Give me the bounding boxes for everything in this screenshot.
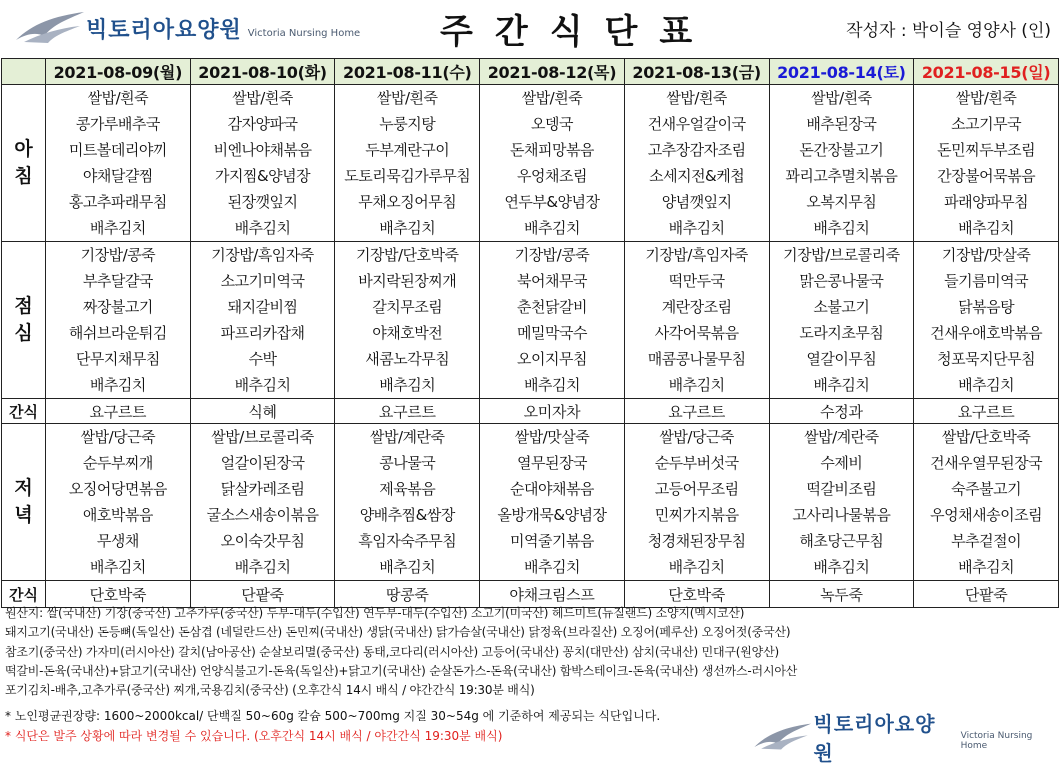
breakfast-label: 아 침 — [2, 85, 46, 242]
dinner-cell-thu — [480, 424, 625, 581]
menu-item: 쌀밥/흰죽 — [666, 89, 727, 107]
menu-item: 배추김치 — [523, 558, 580, 576]
menu-item: 배추김치 — [379, 558, 436, 576]
origin-line: 포기김치-배추,고추가루(중국산) 찌개,국용김치(중국산) (오후간식 14시 배식 / 야간간식 19:30분 배식) — [5, 683, 535, 698]
snack2-label: 간식 — [2, 581, 46, 608]
logo-korean-text: 빅토리아요양원 — [813, 712, 936, 765]
menu-item: 해쉬브라운튀김 — [68, 324, 167, 342]
menu-item: 배추김치 — [813, 376, 870, 394]
menu-item: 단무지채무침 — [75, 350, 160, 368]
snack1-cell-wed: 요구르트 — [335, 399, 480, 424]
snack1-cell-mon: 요구르트 — [46, 399, 191, 424]
breakfast-cell-sat — [769, 85, 914, 242]
menu-item: 순대야채볶음 — [509, 480, 594, 498]
menu-item: 새콤노각무침 — [365, 350, 450, 368]
menu-item: 양념깻잎지 — [661, 193, 732, 211]
menu-item: 오이지무침 — [516, 350, 587, 368]
menu-item: 기장밥/흑임자죽 — [645, 246, 748, 264]
day-header-tue: 2021-08-10(화) — [190, 59, 335, 85]
menu-item: 배추김치 — [379, 376, 436, 394]
menu-item: 청경채된장무침 — [647, 532, 746, 550]
corner-cell — [2, 59, 46, 85]
menu-item: 연두부&양념장 — [504, 193, 600, 211]
menu-item: 콩나물국 — [379, 454, 436, 472]
menu-item: 떡만두국 — [668, 272, 725, 290]
day-header-sat: 2021-08-14(토) — [769, 59, 914, 85]
breakfast-cell-wed — [335, 85, 480, 242]
menu-item: 오이숙갓무침 — [220, 532, 305, 550]
breakfast-cell-mon — [46, 85, 191, 242]
menu-item: 민찌가지볶음 — [654, 506, 739, 524]
menu-item: 배추김치 — [89, 219, 146, 237]
menu-item: 기장밥/콩죽 — [80, 246, 156, 264]
menu-item: 배추김치 — [523, 219, 580, 237]
menu-item: 바지락된장찌개 — [358, 272, 457, 290]
dinner-cell-sun — [914, 424, 1059, 581]
menu-item: 돼지갈비찜 — [227, 298, 298, 316]
menu-item: 배추김치 — [668, 376, 725, 394]
snack2-cell-tue: 단팥죽 — [190, 581, 335, 608]
menu-item: 고추장감자조림 — [647, 141, 746, 159]
menu-item: 배추김치 — [234, 219, 291, 237]
menu-item: 배추김치 — [89, 558, 146, 576]
dinner-cell-mon — [46, 424, 191, 581]
menu-item: 꽈리고추멸치볶음 — [785, 167, 898, 185]
menu-item: 갈치무조림 — [372, 298, 443, 316]
menu-item: 돈채피망볶음 — [509, 141, 594, 159]
lunch-cell-fri — [624, 242, 769, 399]
menu-item: 기장밥/단호박죽 — [356, 246, 459, 264]
menu-item: 파래양파무침 — [944, 193, 1029, 211]
dinner-cell-tue — [190, 424, 335, 581]
menu-item: 해초당근무침 — [799, 532, 884, 550]
menu-item: 떡갈비조림 — [806, 480, 877, 498]
menu-item: 파프리카잡채 — [220, 324, 305, 342]
menu-item: 배추김치 — [958, 219, 1015, 237]
menu-item: 우엉채조림 — [516, 167, 587, 185]
snack1-cell-sat: 수정과 — [769, 399, 914, 424]
breakfast-cell-tue — [190, 85, 335, 242]
breakfast-cell-sun — [914, 85, 1059, 242]
menu-item: 비엔나야채볶음 — [213, 141, 312, 159]
logo-english-text: Victoria Nursing Home — [960, 731, 1033, 751]
menu-item: 야채호박전 — [372, 324, 443, 342]
day-header-sun: 2021-08-15(일) — [914, 59, 1059, 85]
menu-item: 오뎅국 — [530, 115, 573, 133]
menu-item: 배추김치 — [958, 376, 1015, 394]
menu-item: 오징어당면볶음 — [68, 480, 167, 498]
menu-item: 올방개묵&양념장 — [497, 506, 607, 524]
logo-wing-icon — [14, 10, 86, 46]
menu-item: 오복지무침 — [806, 193, 877, 211]
snack1-label: 간식 — [2, 399, 46, 424]
menu-item: 쌀밥/흰죽 — [87, 89, 149, 107]
menu-item: 도토리묵김가루무침 — [344, 167, 471, 185]
header-logo — [14, 10, 360, 46]
snack1-cell-thu: 오미자차 — [480, 399, 625, 424]
menu-item: 흑임자숙주무침 — [358, 532, 457, 550]
origin-line: 참조기(중국산) 가자미(러시아산) 갈치(남아공산) 순살보리멸(중국산) 동태,코다리(러시아산) 고등어(국내산) 꽁치(대만산) 삼치(국내산) 민대구(원양산) — [5, 644, 779, 659]
menu-item: 제육볶음 — [379, 480, 436, 498]
menu-item: 기장밥/콩죽 — [514, 246, 590, 264]
logo-wing-icon — [752, 722, 814, 752]
menu-item: 소불고기 — [813, 298, 870, 316]
menu-item: 쌀밥/흰죽 — [811, 89, 872, 107]
menu-item: 무생채 — [96, 532, 139, 550]
menu-item: 계란장조림 — [661, 298, 732, 316]
menu-item: 고사리나물볶음 — [792, 506, 891, 524]
menu-item: 가지찜&양념장 — [214, 167, 311, 185]
menu-item: 기장밥/맛살죽 — [941, 246, 1031, 264]
menu-item: 간장불어묵볶음 — [937, 167, 1036, 185]
menu-item: 건새우애호박볶음 — [930, 324, 1043, 342]
menu-item: 소고기미역국 — [220, 272, 305, 290]
menu-item: 쌀밥/계란죽 — [370, 428, 445, 446]
snack2-cell-thu: 야채크림스프 — [480, 581, 625, 608]
menu-item: 기장밥/브로콜리죽 — [783, 246, 900, 264]
menu-item: 돈간장불고기 — [799, 141, 884, 159]
menu-item: 굴소스새송이볶음 — [206, 506, 319, 524]
logo-english-text: Victoria Nursing Home — [247, 27, 361, 39]
author-label: 작성자 : 박이슬 영양사 (인) — [846, 21, 1051, 41]
menu-item: 건새우얼갈이국 — [647, 115, 746, 133]
menu-item: 쌀밥/맛살죽 — [514, 428, 590, 446]
menu-item: 부추겉절이 — [951, 532, 1022, 550]
lunch-cell-sat — [769, 242, 914, 399]
menu-item: 배추김치 — [668, 219, 725, 237]
breakfast-row — [2, 85, 1059, 242]
menu-item: 배추된장국 — [806, 115, 877, 133]
lunch-cell-wed — [335, 242, 480, 399]
dinner-label: 저 녁 — [2, 424, 46, 581]
menu-item: 메밀막국수 — [516, 324, 587, 342]
menu-item: 사각어묵볶음 — [654, 324, 739, 342]
menu-item: 들기름미역국 — [944, 272, 1029, 290]
menu-item: 홍고추파래무침 — [68, 193, 167, 211]
origin-line: 떡갈비-돈육(국내산)+닭고기(국내산) 언양식불고기-돈육(독일산)+닭고기(국내산) 순살돈가스-돈육(국내산) 함박스테이크-돈육(국내산) 생선까스-러시아산 — [5, 663, 798, 678]
menu-item: 건새우열무된장국 — [930, 454, 1043, 472]
menu-item: 배추김치 — [668, 558, 725, 576]
menu-item: 얼갈이된장국 — [220, 454, 305, 472]
menu-item: 된장깻잎지 — [227, 193, 298, 211]
dinner-row — [2, 424, 1059, 581]
lunch-cell-sun — [914, 242, 1059, 399]
snack2-cell-sun: 단팥죽 — [914, 581, 1059, 608]
menu-item: 배추김치 — [379, 219, 436, 237]
snack2-cell-fri: 단호박죽 — [624, 581, 769, 608]
menu-item: 배추김치 — [234, 376, 291, 394]
menu-item: 쌀밥/단호박죽 — [941, 428, 1031, 446]
lunch-cell-mon — [46, 242, 191, 399]
footer-logo — [752, 708, 1061, 766]
menu-item: 매콤콩나물무침 — [647, 350, 746, 368]
menu-item: 미역줄기볶음 — [509, 532, 594, 550]
menu-item: 우엉채새송이조림 — [930, 506, 1043, 524]
origin-info — [5, 604, 1055, 700]
menu-item: 도라지초무침 — [799, 324, 884, 342]
menu-item: 숙주불고기 — [951, 480, 1022, 498]
menu-item: 청포묵지단무침 — [937, 350, 1036, 368]
menu-item: 누룽지탕 — [379, 115, 436, 133]
menu-item: 닭볶음탕 — [958, 298, 1015, 316]
menu-item: 양배추찜&쌈장 — [359, 506, 455, 524]
menu-item: 순두부찌개 — [82, 454, 153, 472]
menu-item: 맑은콩나물국 — [799, 272, 884, 290]
menu-item: 쌀밥/흰죽 — [955, 89, 1017, 107]
menu-item: 배추김치 — [813, 558, 870, 576]
menu-item: 고등어무조림 — [654, 480, 739, 498]
snack2-cell-sat: 녹두죽 — [769, 581, 914, 608]
header — [0, 0, 1061, 58]
menu-item: 배추김치 — [89, 376, 146, 394]
menu-item: 소고기무국 — [951, 115, 1022, 133]
logo-korean-text: 빅토리아요양원 — [86, 17, 242, 43]
date-header-row — [2, 59, 1059, 85]
menu-item: 야채달걀찜 — [82, 167, 153, 185]
nutrition-note: * 노인평균권장량: 1600~2000kcal/ 단백질 50~60g 칼슘 500~700mg 지질 30~54g 에 기준하여 제공되는 식단입니다. — [5, 709, 661, 723]
menu-item: 짜장불고기 — [82, 298, 153, 316]
menu-item: 수제비 — [820, 454, 863, 472]
menu-item: 열무된장국 — [516, 454, 587, 472]
day-header-wed: 2021-08-11(수) — [335, 59, 480, 85]
breakfast-cell-fri — [624, 85, 769, 242]
menu-item: 두부계란구이 — [365, 141, 450, 159]
menu-item: 감자양파국 — [227, 115, 298, 133]
page-title: 주간식단표 — [440, 12, 715, 52]
breakfast-cell-thu — [480, 85, 625, 242]
menu-item: 배추김치 — [523, 376, 580, 394]
lunch-cell-thu — [480, 242, 625, 399]
menu-item: 쌀밥/흰죽 — [377, 89, 438, 107]
menu-item: 무채오징어무침 — [358, 193, 457, 211]
dinner-cell-wed — [335, 424, 480, 581]
menu-item: 열갈이무침 — [806, 350, 877, 368]
day-header-thu: 2021-08-12(목) — [480, 59, 625, 85]
snack1-row — [2, 399, 1059, 424]
menu-item: 콩가루배추국 — [75, 115, 160, 133]
notes — [5, 706, 660, 746]
day-header-fri: 2021-08-13(금) — [624, 59, 769, 85]
snack1-cell-sun: 요구르트 — [914, 399, 1059, 424]
menu-item: 닭살카레조림 — [220, 480, 305, 498]
menu-item: 북어채무국 — [516, 272, 587, 290]
menu-item: 애호박볶음 — [82, 506, 153, 524]
menu-item: 쌀밥/당근죽 — [80, 428, 156, 446]
menu-item: 쌀밥/계란죽 — [804, 428, 879, 446]
lunch-label: 점 심 — [2, 242, 46, 399]
weekly-menu-table — [1, 58, 1059, 608]
dinner-cell-fri — [624, 424, 769, 581]
day-header-mon: 2021-08-09(월) — [46, 59, 191, 85]
change-note: * 식단은 발주 상황에 따라 변경될 수 있습니다. (오후간식 14시 배식 / 야간간식 19:30분 배식) — [5, 729, 503, 743]
menu-item: 쌀밥/브로콜리죽 — [211, 428, 314, 446]
snack1-cell-tue: 식혜 — [190, 399, 335, 424]
dinner-cell-sat — [769, 424, 914, 581]
menu-item: 수박 — [248, 350, 277, 368]
menu-item: 미트볼데리야끼 — [68, 141, 167, 159]
snack2-cell-wed: 땅콩죽 — [335, 581, 480, 608]
menu-item: 배추김치 — [813, 219, 870, 237]
lunch-row — [2, 242, 1059, 399]
menu-item: 배추김치 — [958, 558, 1015, 576]
menu-item: 쌀밥/흰죽 — [521, 89, 583, 107]
menu-item: 배추김치 — [234, 558, 291, 576]
menu-item: 돈민찌두부조림 — [937, 141, 1036, 159]
menu-item: 춘천닭갈비 — [516, 298, 587, 316]
snack1-cell-fri: 요구르트 — [624, 399, 769, 424]
origin-line: 원산지: 쌀(국내산) 기장(중국산) 고추가루(중국산) 두부-대두(수입산) 연두부-대두(수입산) 소고기(미국산) 헤드미트(뉴질랜드) 소양지(멕시코산) — [5, 606, 745, 620]
menu-item: 기장밥/흑임자죽 — [211, 246, 314, 264]
menu-item: 쌀밥/당근죽 — [659, 428, 734, 446]
snack2-cell-mon: 단호박죽 — [46, 581, 191, 608]
menu-item: 쌀밥/흰죽 — [232, 89, 293, 107]
lunch-cell-tue — [190, 242, 335, 399]
menu-item: 소세지전&케첩 — [649, 167, 745, 185]
menu-item: 순두부버섯국 — [654, 454, 739, 472]
menu-item: 부추달걀국 — [82, 272, 153, 290]
origin-line: 돼지고기(국내산) 돈등뼈(독일산) 돈삼겹 (네덜란드산) 돈민찌(국내산) 생닭(국내산) 닭가슴살(국내산) 닭정육(브라질산) 오징어(페루산) 오징어젓(중국산) — [5, 625, 791, 640]
